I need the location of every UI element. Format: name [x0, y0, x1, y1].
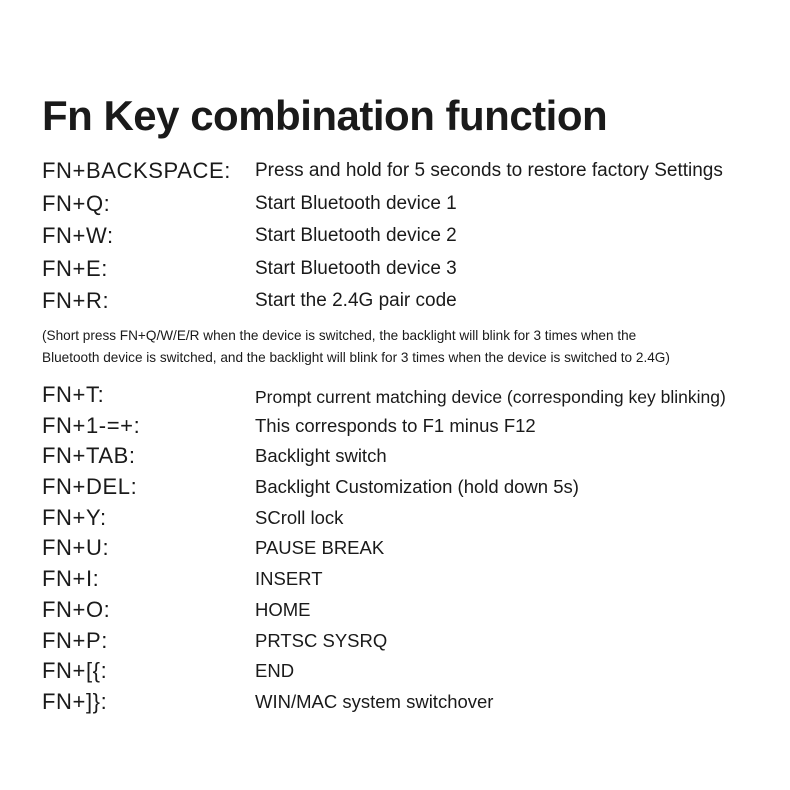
key-combo: FN+TAB:	[42, 443, 136, 469]
key-description: Prompt current matching device (corresponding key blinking)	[255, 387, 726, 407]
shortcut-row	[0, 505, 790, 536]
key-combo: FN+E:	[42, 255, 108, 281]
shortcut-row	[0, 223, 790, 256]
key-description: PAUSE BREAK	[255, 537, 385, 559]
key-description: This corresponds to F1 minus F12	[255, 414, 536, 436]
key-description: Backlight Customization (hold down 5s)	[255, 476, 579, 498]
shortcut-list-bluetooth	[0, 158, 790, 321]
shortcut-row	[0, 443, 790, 474]
page-title: Fn Key combination function	[42, 92, 608, 139]
shortcut-row	[0, 158, 790, 191]
key-combo: FN+I:	[42, 566, 100, 592]
key-combo: FN+BACKSPACE:	[42, 158, 231, 183]
key-description: Start Bluetooth device 1	[255, 192, 457, 214]
key-description: Start Bluetooth device 3	[255, 257, 457, 279]
shortcut-row	[0, 288, 790, 321]
key-combo: FN+Q:	[42, 190, 111, 216]
shortcut-row	[0, 597, 790, 628]
key-description: Press and hold for 5 seconds to restore factory Settings	[255, 160, 723, 181]
key-description: Backlight switch	[255, 445, 387, 467]
shortcut-row	[0, 413, 790, 444]
key-description: END	[255, 660, 295, 682]
switching-note	[42, 325, 782, 369]
shortcut-row	[0, 658, 790, 689]
key-description: Start Bluetooth device 2	[255, 225, 457, 246]
shortcut-row	[0, 689, 790, 720]
key-combo: FN+1-=+:	[42, 412, 141, 438]
shortcut-row	[0, 256, 790, 289]
key-description: INSERT	[255, 568, 323, 590]
key-description: PRTSC SYSRQ	[255, 629, 388, 651]
shortcut-row	[0, 628, 790, 659]
key-combo: FN+[{:	[42, 658, 108, 684]
shortcut-row	[0, 566, 790, 597]
key-description: HOME	[255, 598, 311, 620]
note-line: (Short press FN+Q/W/E/R when the device is switched, the backlight will blink for 3 times when the	[42, 328, 637, 343]
key-combo: FN+W:	[42, 223, 114, 248]
key-combo: FN+U:	[42, 535, 110, 561]
key-description: SCroll lock	[255, 506, 344, 528]
shortcut-row	[0, 191, 790, 224]
key-description: Start the 2.4G pair code	[255, 290, 457, 311]
note-line: Bluetooth device is switched, and the backlight will blink for 3 times when the device is switched to 2.4G)	[42, 350, 670, 365]
shortcut-row	[0, 382, 790, 413]
key-combo: FN+O:	[42, 596, 111, 622]
key-combo: FN+T:	[42, 382, 105, 407]
key-combo: FN+R:	[42, 288, 110, 313]
key-combo: FN+]}:	[42, 688, 108, 714]
shortcut-row	[0, 474, 790, 505]
key-combo: FN+P:	[42, 627, 108, 653]
key-combo: FN+DEL:	[42, 474, 138, 500]
key-description: WIN/MAC system switchover	[255, 690, 494, 712]
shortcut-list-functions	[0, 382, 790, 720]
key-combo: FN+Y:	[42, 504, 107, 530]
shortcut-row	[0, 535, 790, 566]
